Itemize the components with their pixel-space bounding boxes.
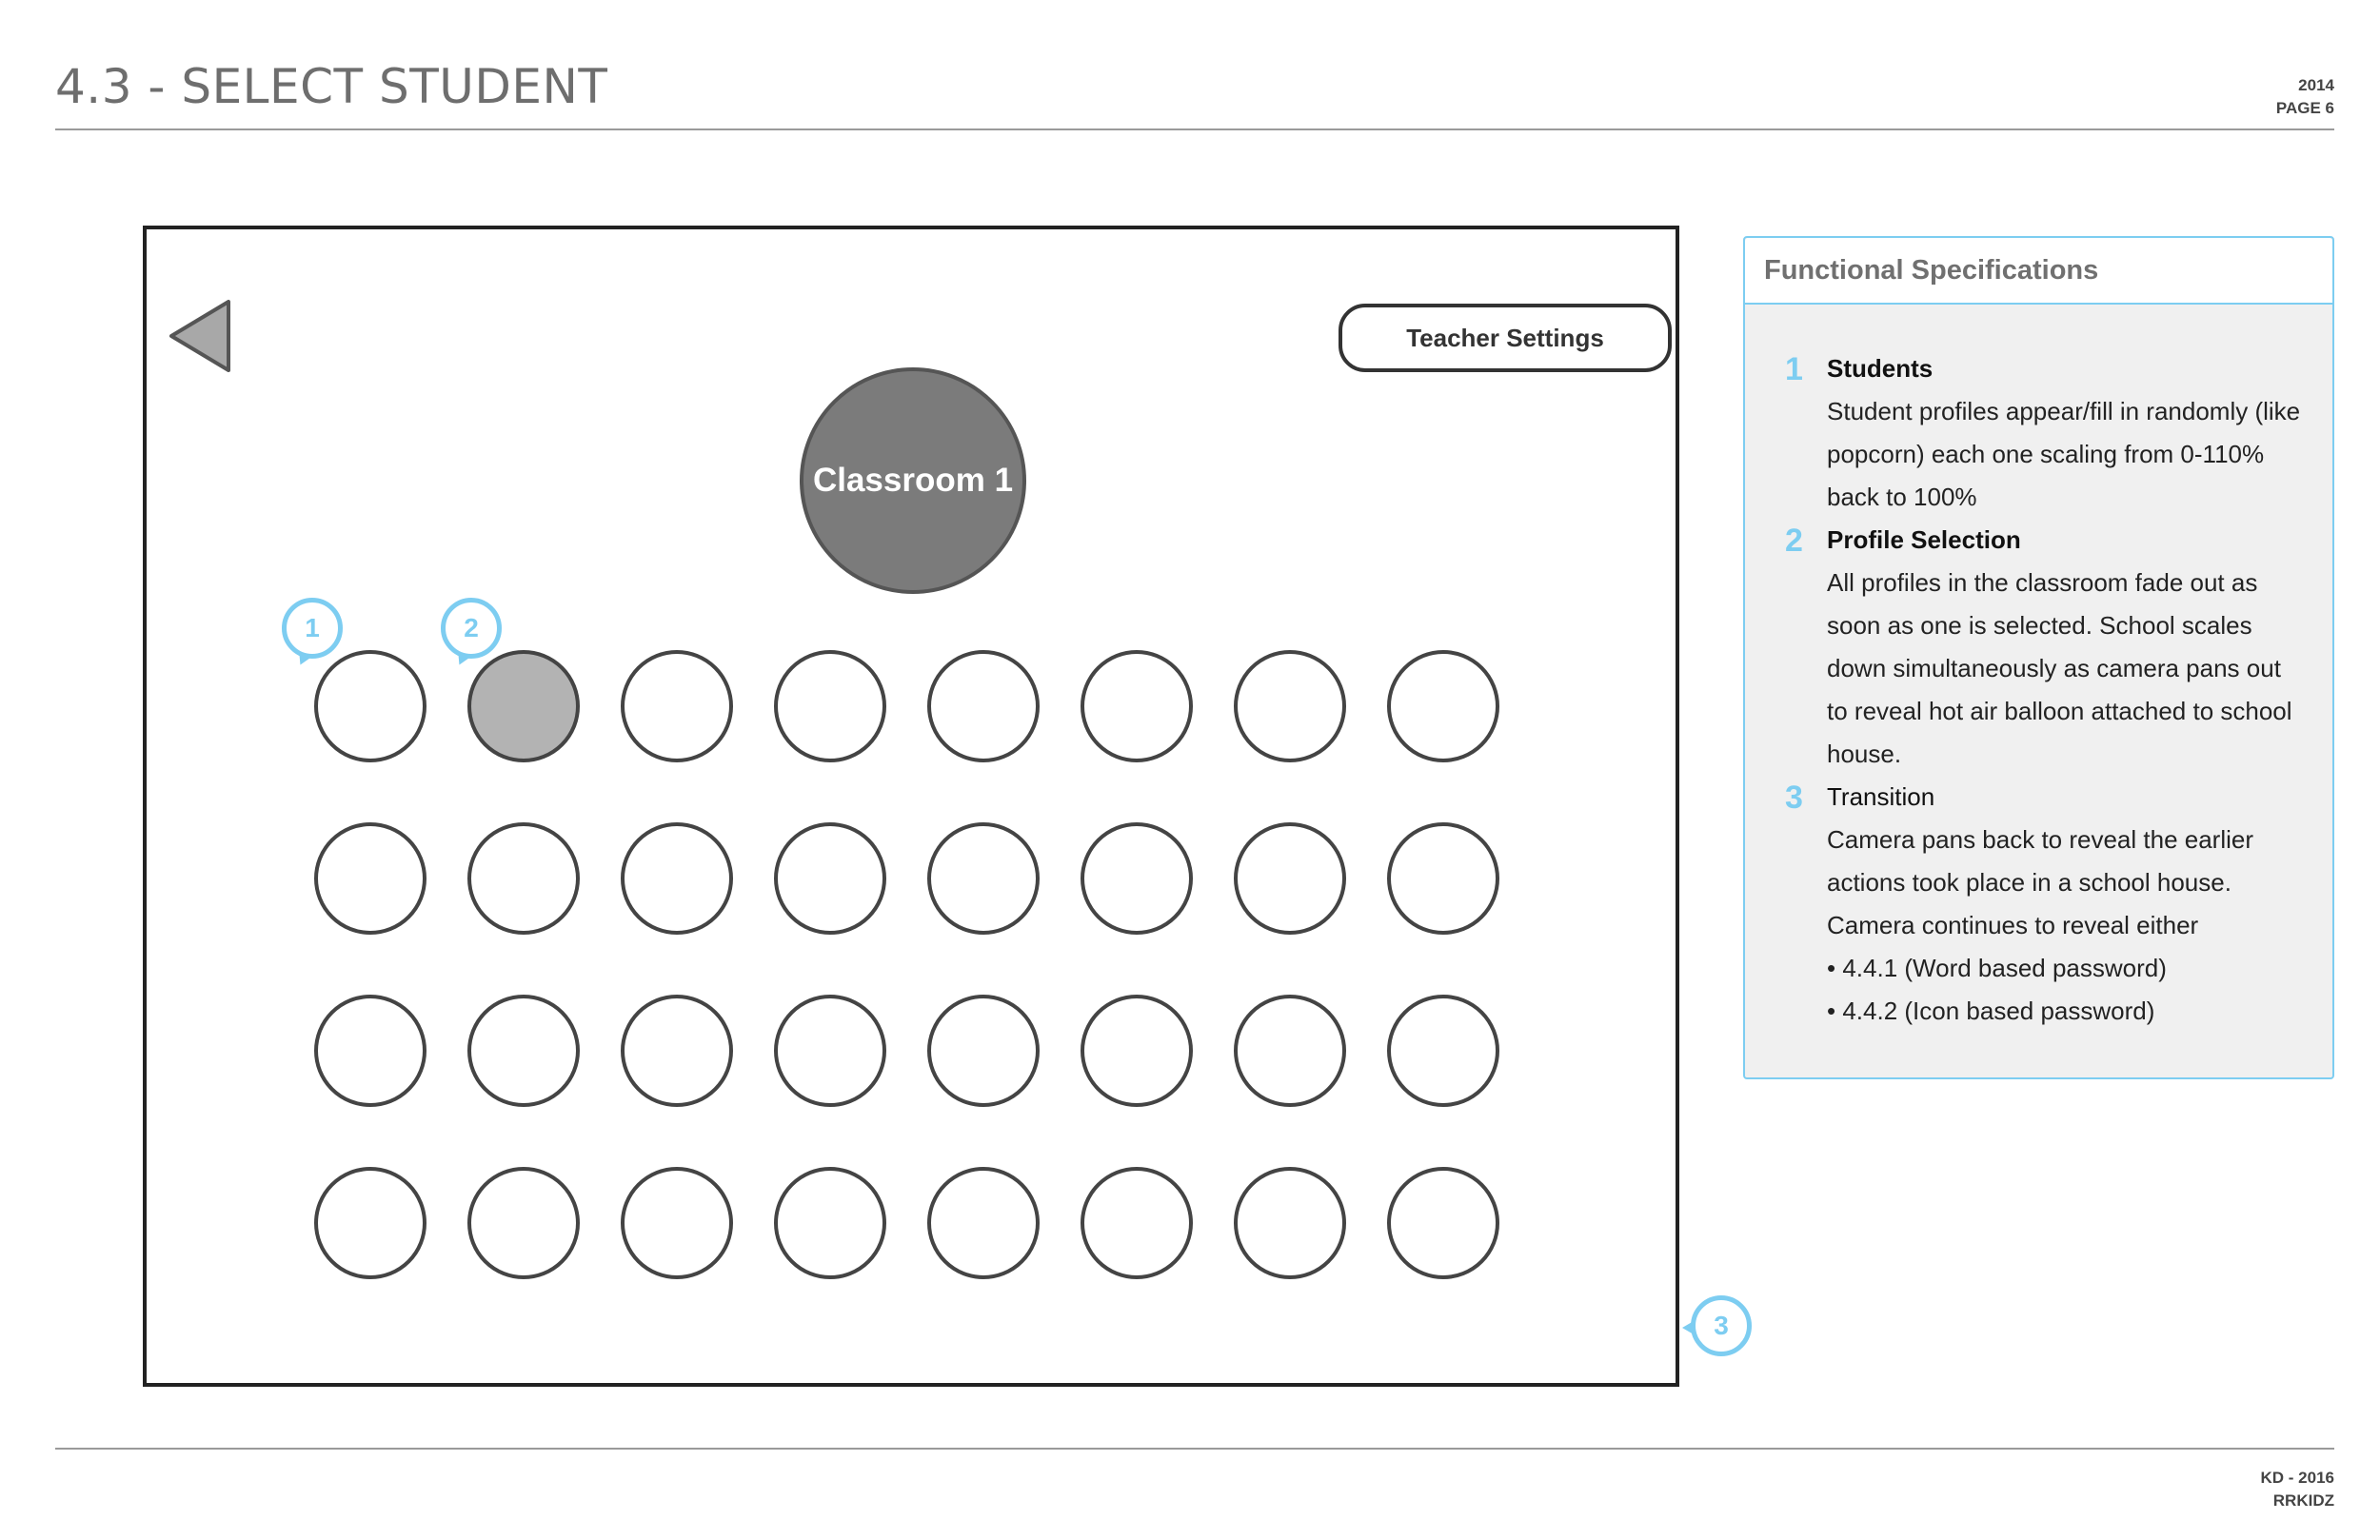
student-avatar[interactable] xyxy=(1081,995,1193,1107)
student-avatar[interactable] xyxy=(1081,822,1193,935)
student-avatar[interactable] xyxy=(621,1167,733,1279)
student-avatar[interactable] xyxy=(927,650,1040,762)
spec-line: down simultaneously as camera pans out xyxy=(1827,654,2281,682)
student-avatar[interactable] xyxy=(927,822,1040,935)
spec-line: popcorn) each one scaling from 0-110% xyxy=(1827,440,2265,468)
student-avatar[interactable] xyxy=(621,650,733,762)
student-avatar[interactable] xyxy=(774,822,886,935)
functional-spec-panel xyxy=(1743,236,2334,1079)
spec-number: 1 xyxy=(1785,351,1803,387)
student-avatar[interactable] xyxy=(774,650,886,762)
spec-title: Profile Selection xyxy=(1827,525,2021,554)
student-avatar[interactable] xyxy=(314,650,426,762)
callout-2: 2 xyxy=(441,598,502,659)
header-divider xyxy=(55,128,2334,130)
student-avatar[interactable] xyxy=(467,822,580,935)
student-grid xyxy=(147,229,1676,1383)
student-avatar[interactable] xyxy=(1081,1167,1193,1279)
student-avatar[interactable] xyxy=(314,995,426,1107)
year-label: 2014 xyxy=(2298,76,2334,94)
student-avatar[interactable] xyxy=(621,822,733,935)
spec-item xyxy=(1764,519,2313,776)
student-avatar[interactable] xyxy=(314,1167,426,1279)
spec-title: Students xyxy=(1827,354,1934,383)
spec-line: Camera pans back to reveal the earlier xyxy=(1827,825,2254,854)
spec-body xyxy=(1745,305,2332,1033)
page-number: PAGE 6 xyxy=(2275,99,2334,117)
student-avatar[interactable] xyxy=(467,1167,580,1279)
footer-meta xyxy=(2261,1467,2334,1512)
spec-line: • 4.4.2 (Icon based password) xyxy=(1827,997,2155,1025)
teacher-settings-button[interactable]: Teacher Settings xyxy=(1339,304,1672,372)
spec-line: • 4.4.1 (Word based password) xyxy=(1827,954,2167,982)
student-avatar[interactable] xyxy=(774,1167,886,1279)
student-avatar[interactable] xyxy=(1234,995,1346,1107)
spec-line: Camera continues to reveal either xyxy=(1827,911,2199,939)
spec-line: actions took place in a school house. xyxy=(1827,868,2231,897)
student-avatar[interactable] xyxy=(1387,995,1499,1107)
spec-number: 2 xyxy=(1785,523,1803,559)
footer-credit: KD - 2016 xyxy=(2260,1469,2334,1487)
spec-line: to reveal hot air balloon attached to school xyxy=(1827,697,2292,725)
student-avatar[interactable] xyxy=(927,995,1040,1107)
callout-1: 1 xyxy=(282,598,343,659)
student-avatar[interactable] xyxy=(1387,650,1499,762)
device-screen-frame xyxy=(143,226,1679,1387)
spec-line: All profiles in the classroom fade out as xyxy=(1827,568,2258,597)
spec-title: Transition xyxy=(1827,782,1935,811)
spec-line: back to 100% xyxy=(1827,483,1977,511)
spec-line: Student profiles appear/fill in randomly (like xyxy=(1827,397,2301,425)
callout-3: 3 xyxy=(1691,1295,1752,1356)
spec-number: 3 xyxy=(1785,780,1803,816)
footer-divider xyxy=(55,1448,2334,1450)
page-title: 4.3 - SELECT STUDENT xyxy=(55,59,608,114)
student-avatar[interactable] xyxy=(774,995,886,1107)
student-avatar[interactable] xyxy=(314,822,426,935)
student-avatar-selected[interactable] xyxy=(467,650,580,762)
student-avatar[interactable] xyxy=(1234,1167,1346,1279)
student-avatar[interactable] xyxy=(1387,822,1499,935)
student-avatar[interactable] xyxy=(621,995,733,1107)
spec-header: Functional Specifications xyxy=(1745,238,2332,305)
spec-item xyxy=(1764,347,2313,519)
classroom-badge: Classroom 1 xyxy=(800,367,1026,594)
page-meta xyxy=(2276,74,2334,120)
spec-line: soon as one is selected. School scales xyxy=(1827,611,2252,640)
student-avatar[interactable] xyxy=(927,1167,1040,1279)
footer-brand: RRKIDZ xyxy=(2272,1491,2334,1510)
spec-item xyxy=(1764,776,2313,1033)
student-avatar[interactable] xyxy=(1081,650,1193,762)
student-avatar[interactable] xyxy=(1387,1167,1499,1279)
student-avatar[interactable] xyxy=(1234,650,1346,762)
student-avatar[interactable] xyxy=(467,995,580,1107)
student-avatar[interactable] xyxy=(1234,822,1346,935)
spec-line: house. xyxy=(1827,740,1902,768)
